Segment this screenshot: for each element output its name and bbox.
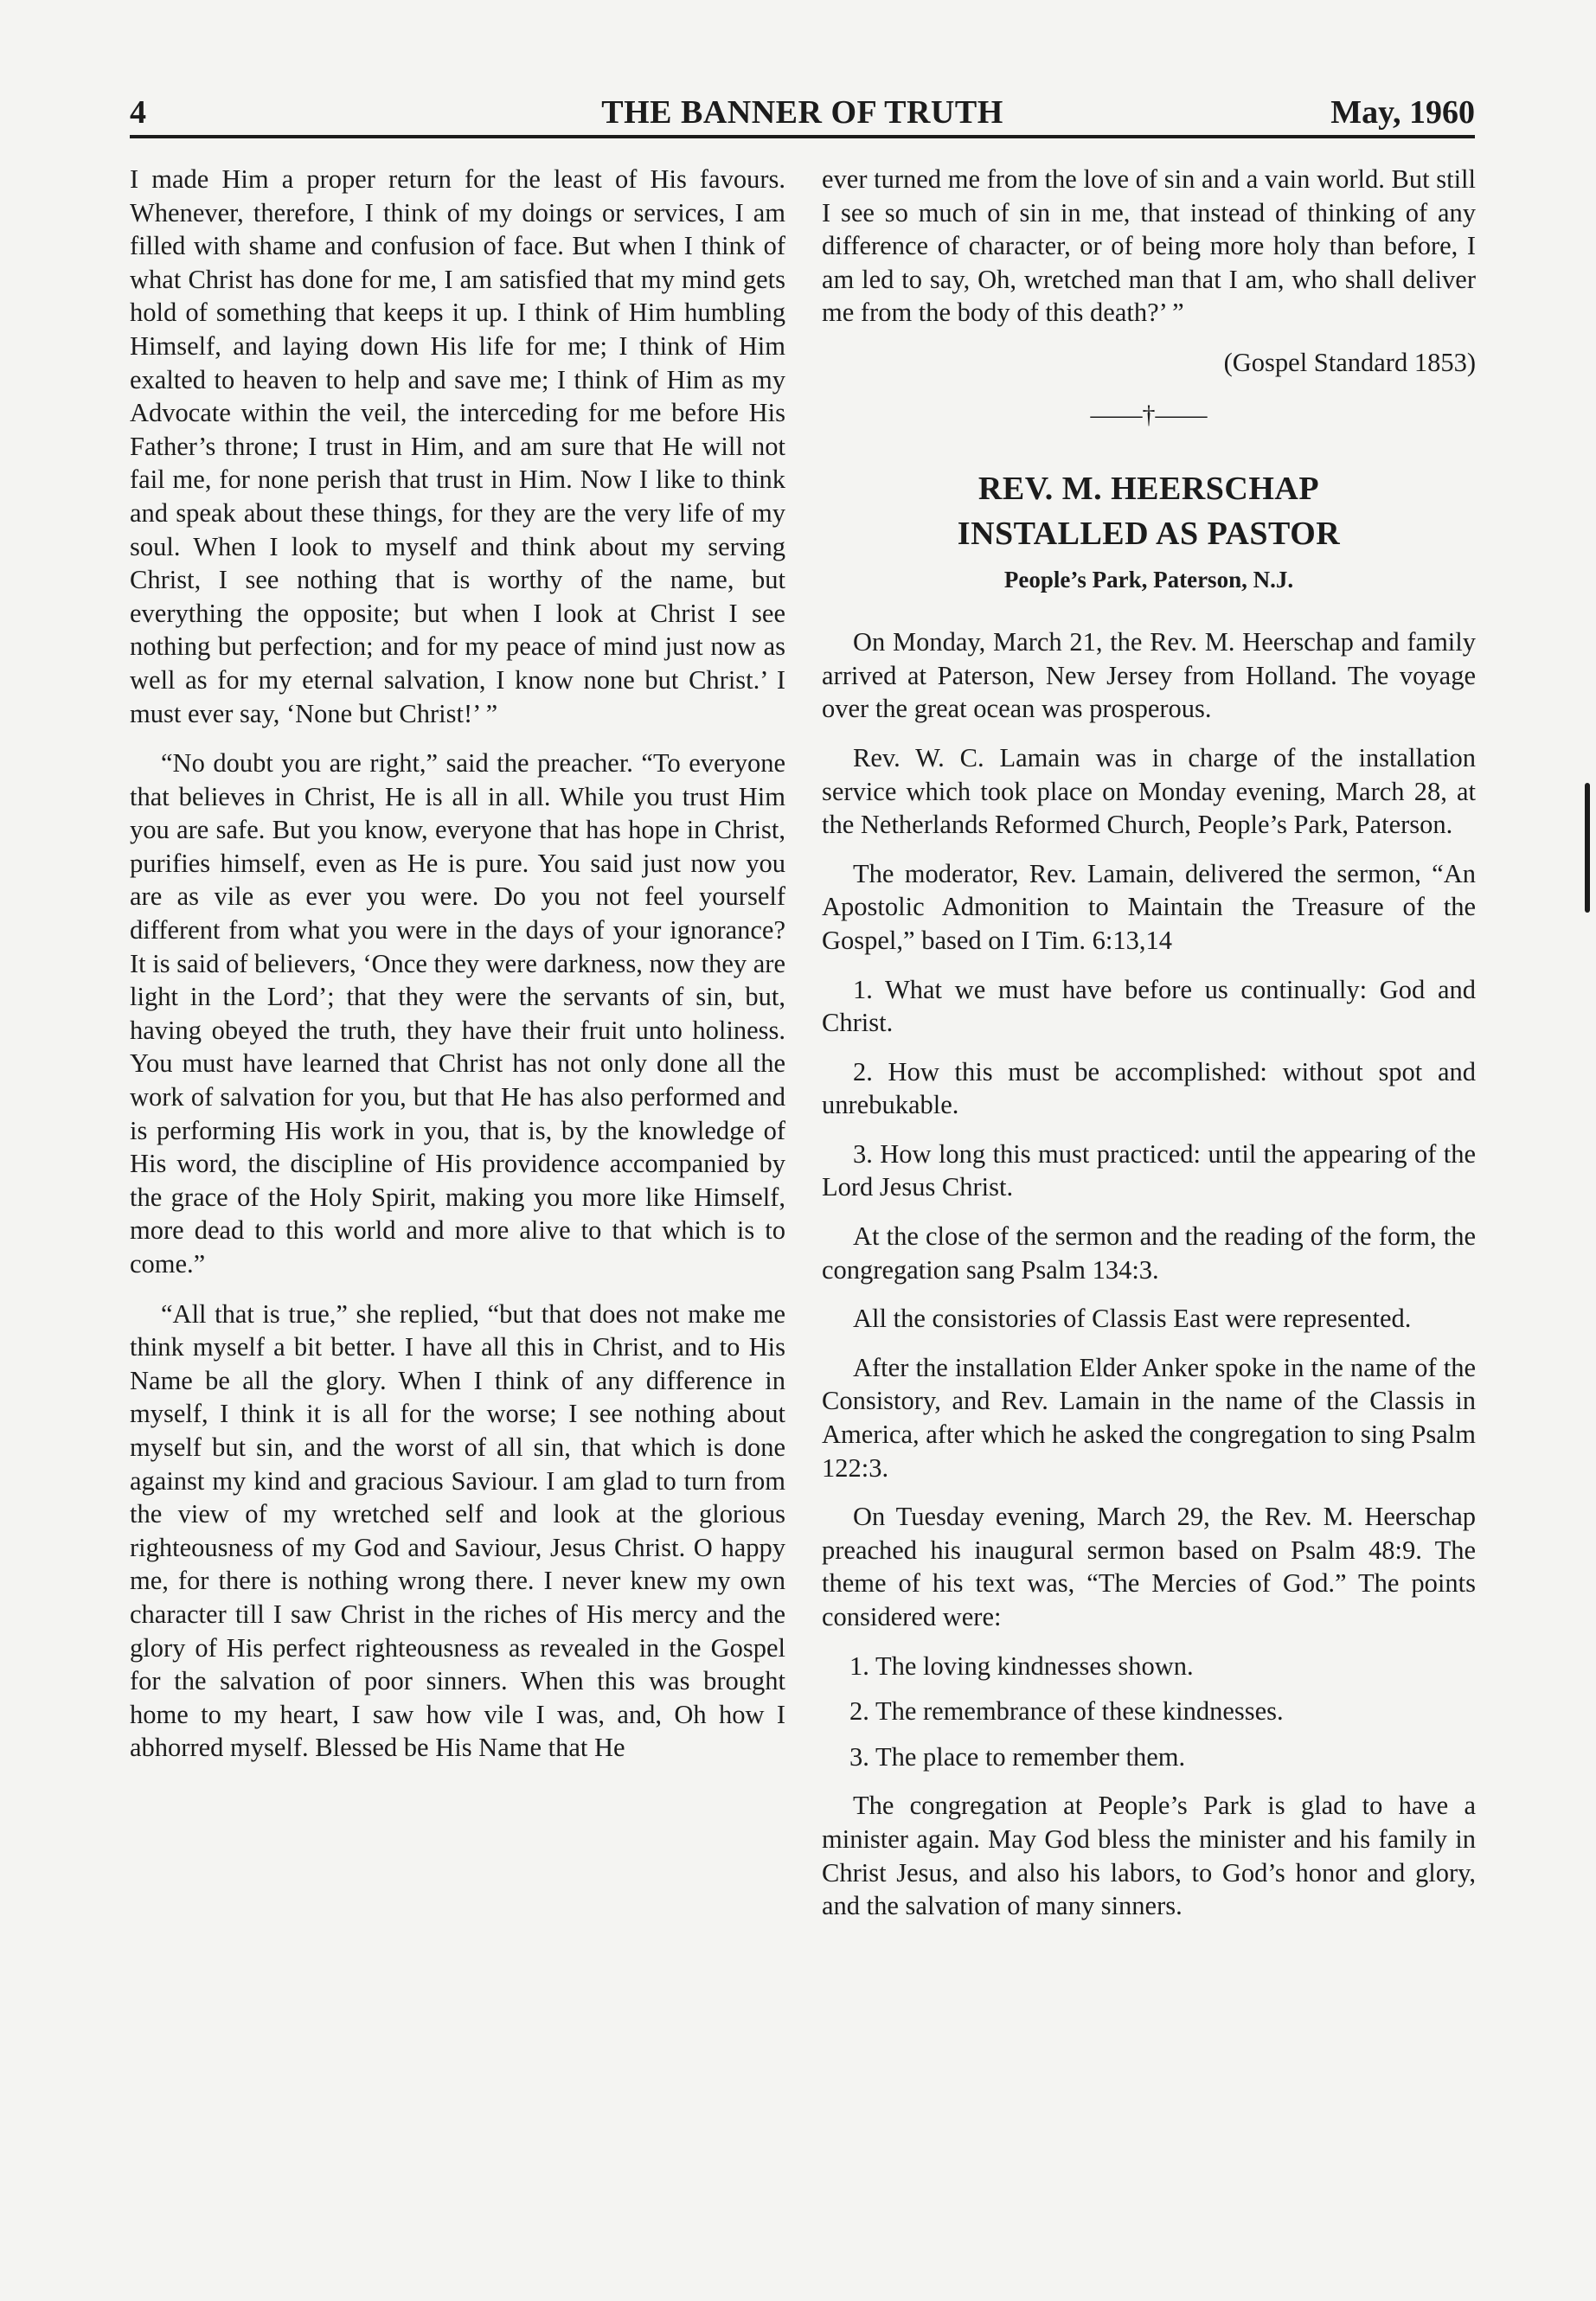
article-paragraph-2: Rev. W. C. Lamain was in charge of the installation service which took place on Monday evening, March 28, at the Netherlands Reformed Church, People’s Park, Paterson. [822, 742, 1476, 840]
left-paragraph-3: “All that is true,” she replied, “but that does not make me think myself a bit better. I have all this in Christ, and to His Name be all the glory. When I think of any difference in myself, I think it is all for the worse; I see nothing about myself but sin, and the worst of all sin, that which is done against my kind and gracious Saviour. I am glad to turn from the view of my wretched self and look at the glorious righteousness of my God and Saviour, Jesus Christ. O happy me, for there is nothing wrong there. I never knew my own character till I saw Christ in the riches of His mercy and the glory of His perfect righteousness as revealed in the Gospel for the salvation of poor sinners. When this was brought home to my heart, I saw how vile I was, and, Oh how I abhorred myself. Blessed be His Name that He [130, 1298, 785, 1763]
page-number: 4 [130, 94, 146, 131]
article-title-line-1: REV. M. HEERSCHAP [977, 471, 1320, 508]
source-citation: (Gospel Standard 1853) [1223, 347, 1476, 377]
page-header [130, 93, 1475, 137]
list-item: 3. The place to remember them. [849, 1741, 1186, 1772]
left-column [130, 163, 785, 1781]
article-paragraph-4: At the close of the sermon and the reading of the form, the congregation sang Psalm 134:3. [822, 1221, 1476, 1285]
right-column [822, 163, 1476, 1939]
sermon-point-3: 3. How long this must practiced: until the appearing of the Lord Jesus Christ. [822, 1138, 1476, 1202]
article-paragraph-5: All the consistories of Classis East were represented. [853, 1304, 1412, 1334]
article-subtitle: People’s Park, Paterson, N.J. [1003, 567, 1294, 593]
publication-title: THE BANNER OF TRUTH [601, 94, 1003, 131]
section-separator: ——†—— [1090, 400, 1208, 429]
article-title-line-2: INSTALLED AS PASTOR [957, 516, 1341, 553]
margin-mark [1585, 783, 1590, 913]
left-paragraph-1: I made Him a proper return for the least of His favours. Whenever, therefore, I think of my doings or services, I am filled with shame and confusion of face. But when I think of what Christ has done for me, I am satisfied that my mind gets hold of something that keeps it up. I think of Him humbling Himself, and laying down His life for me; I think of Him exalted to heaven to help and save me; I think of Him as my Advocate within the veil, the interceding for me before His Father’s throne; I trust in Him, and am sure that He will not fail me, for none perish that trust in Him. Now I like to think and speak about these things, for they are the very life of my soul. When I look to myself and think about my serving Christ, I see nothing that is worthy of the name, but everything the opposite; but when I look at Christ I see nothing but perfection; and for my peace of mind just now as well as for my eternal salvation, I know none but Christ.’ I must ever say, ‘None but Christ!’ ” [130, 164, 785, 728]
list-item: 2. The remembrance of these kindnesses. [849, 1696, 1284, 1727]
sermon-point-2: 2. How this must be accomplished: without spot and unrebukable. [822, 1056, 1476, 1120]
article-paragraph-1: On Monday, March 21, the Rev. M. Heerschap and family arrived at Paterson, New Jersey from Holland. The voyage over the great ocean was prosperous. [822, 627, 1476, 724]
article-paragraph-3: The moderator, Rev. Lamain, delivered the sermon, “An Apostolic Admonition to Maintain the Treasure of the Gospel,” based on I Tim. 6:13,14 [822, 858, 1476, 955]
inaugural-points-list [822, 1650, 1476, 1774]
left-paragraph-2: “No doubt you are right,” said the preacher. “To everyone that believes in Christ, He is all in all. While you trust Him you are safe. But you know, everyone that has hope in Christ, purifies himself, even as He is pure. You said just now you are as vile as ever you were. Do you not feel yourself different from what you were in the days of your ignorance? It is said of believers, ‘Once they were darkness, now they are light in the Lord’; that they were the servants of sin, but, having obeyed the truth, they have their fruit unto holiness. You must have learned that Christ has not only done all the work of salvation for you, but that He has also performed and is performing His work in you, that is, by the knowledge of His word, the discipline of His providence accompanied by the grace of the Holy Spirit, making you more like Himself, more dead to this world and more alive to that which is to come.” [130, 748, 785, 1279]
article-paragraph-6: After the installation Elder Anker spoke in the name of the Consistory, and Rev. Lamain in the name of the Classis in America, after which he asked the congregation to sing Psalm 122:3. [822, 1352, 1476, 1483]
right-paragraph-1: ever turned me from the love of sin and a vain world. But still I see so much of sin in me, that instead of thinking of any difference of character, or of being more holy than before, I am led to say, Oh, wretched man that I am, who shall deliver me from the body of this death?’ ” [822, 164, 1476, 328]
list-item: 1. The loving kindnesses shown. [849, 1650, 1194, 1681]
article-paragraph-8: The congregation at People’s Park is glad to have a minister again. May God bless the minister and his family in Christ Jesus, and also his labors, to God’s honor and glory, and the salvation of many sinners. [822, 1791, 1476, 1921]
issue-date: May, 1960 [1330, 94, 1475, 131]
article-paragraph-7: On Tuesday evening, March 29, the Rev. M. Heerschap preached his inaugural sermon based on Psalm 48:9. The theme of his text was, “The Mercies of God.” The points considered were: [822, 1502, 1476, 1631]
sermon-point-1: 1. What we must have before us continually: God and Christ. [822, 974, 1476, 1038]
header-rule [130, 135, 1475, 138]
